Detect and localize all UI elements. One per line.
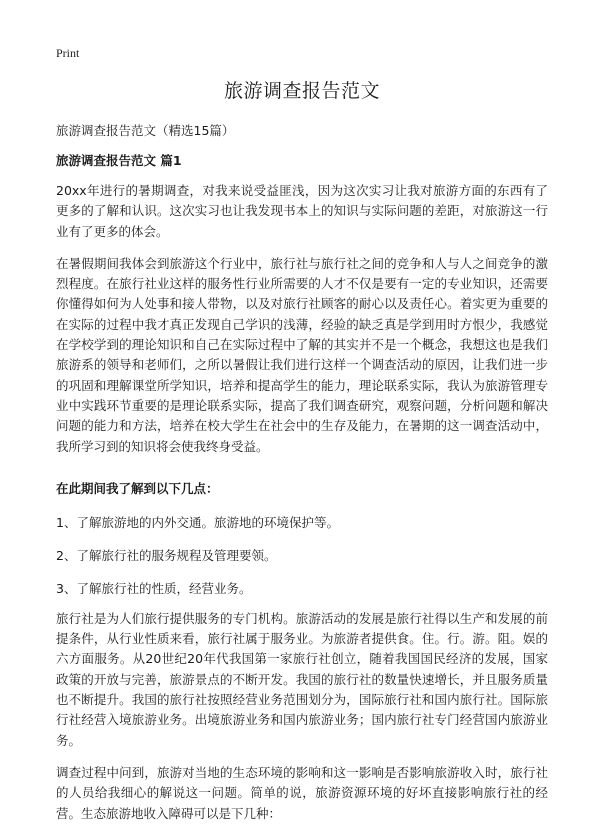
list-item-1: 1、了解旅游地的内外交通。旅游地的环境保护等。: [56, 514, 339, 530]
list-item-2: 2、了解旅行社的服务规程及管理要领。: [56, 547, 277, 563]
document-body: [56, 72, 548, 824]
paragraph-3: 旅行社是为人们旅行提供服务的专门机构。旅游活动的发展是旅行社得以生产和发展的前提条件，从行业性质来看，旅行社属于服务业。为旅游者提供食。住。行。游。阻。娱的六方面服务。从20世纪20年代我国第一家旅行社创立，随着我国国民经济的发展，国家政策的开放与完善，旅游景点的不断开发。我国的旅行社的数量快速增长，并且服务质量也不断提升。我国的旅行社按照经营业务范围划分为，国际旅行社和国内旅行社。国际旅行社经营入境旅游业务。出境旅游业务和国内旅游业务；国内旅行社专门经营国内旅游业务。: [56, 610, 548, 748]
subheading: 在此期间我了解到以下几点：: [56, 480, 219, 496]
section-heading: 旅游调查报告范文 篇1: [56, 153, 182, 168]
document-subtitle: 旅游调查报告范文（精选15篇）: [56, 123, 235, 138]
paragraph-4: 调查过程中问到，旅游对当地的生态环境的影响和这一影响是否影响旅游收入时，旅行社的人员给我细心的解说这一问题。简单的说，旅游资源环境的好坏直接影响旅行社的经营。生态旅游地收入障碍可以是下几种：: [56, 764, 548, 821]
list-item-3: 3、了解旅行社的性质，经营业务。: [56, 580, 252, 596]
print-link[interactable]: Print: [56, 46, 80, 60]
paragraph-2: 在暑假期间我体会到旅游这个行业中，旅行社与旅行社之间的竞争和人与人之间竞争的激烈程度。在旅行社业这样的服务性行业所需要的人才不仅是要有一定的专业知识，还需要你懂得如何为人处事和接人带物，以及对旅行社顾客的耐心以及责任心。着实更为重要的在实际的过程中我才真正发现自己学识的浅薄，经验的缺乏真是学到用时方恨少，我感觉在学校学到的理论知识和自己在实际过程中了解的其实并不是一个概念，我想这也是我们旅游系的领导和老师们，之所以暑假让我们进行这样一个调查活动的原因，让我们进一步的巩固和理解课堂所学知识，培养和提高学生的能力，理论联系实际，我认为旅游管理专业中实践环节重要的是理论联系实际，提高了我们调查研究，观察问题，分析问题和解决问题的能力和方法，培养在校大学生在社会中的生存及能力，在暑期的这一调查活动中，我所学习到的知识将会使我终身受益。: [56, 255, 548, 454]
document-title: 旅游调查报告范文: [223, 80, 380, 102]
paragraph-1: 20xx年进行的暑期调查，对我来说受益匪浅，因为这次实习让我对旅游方面的东西有了更多的了解和认识。这次实习也让我发现书本上的知识与实际问题的差距，对旅游这一行业有了更多的体会。: [56, 183, 548, 239]
